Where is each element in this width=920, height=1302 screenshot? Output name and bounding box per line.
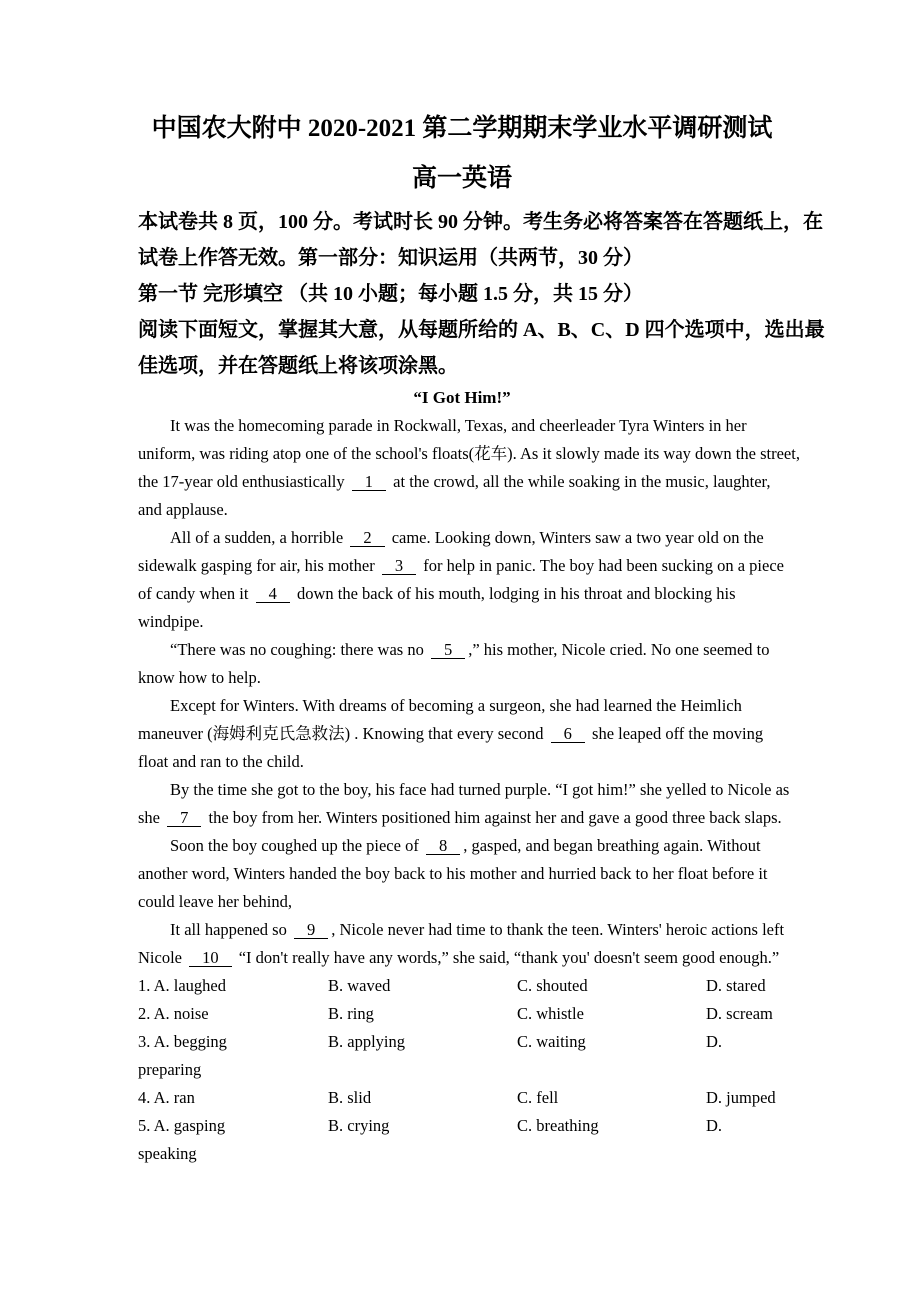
option-2d: D. scream: [706, 1004, 773, 1023]
option-4c: C. fell: [517, 1088, 559, 1107]
answer-options: [138, 972, 786, 1168]
passage-line: of candy when it 4 down the back of his mouth, lodging in his throat and blocking his: [138, 584, 736, 603]
cloze-blank-5: 5: [431, 641, 465, 659]
option-3b: B. applying: [328, 1032, 405, 1051]
passage-line: the 17-year old enthusiastically 1 at the crowd, all the while soaking in the music, laughter,: [138, 472, 771, 491]
document-content: [138, 112, 825, 1168]
instruction-line-5: 佳选项，并在答题纸上将该项涂黑。: [138, 355, 458, 377]
document-title: 中国农大附中 2020-2021 第二学期期末学业水平调研测试: [151, 115, 773, 142]
option-1c: C. shouted: [517, 976, 588, 995]
option-2c: C. whistle: [517, 1004, 584, 1023]
option-5d: D.: [706, 1116, 723, 1135]
passage-line: Except for Winters. With dreams of becoming a surgeon, she had learned the Heimlich: [170, 696, 742, 715]
cloze-blank-8: 8: [426, 837, 460, 855]
passage-line: It was the homecoming parade in Rockwall, Texas, and cheerleader Tyra Winters in her: [170, 416, 747, 435]
option-3a: 3. A. begging: [138, 1032, 227, 1051]
passage-line: float and ran to the child.: [138, 752, 304, 771]
options-row-2: [138, 1000, 786, 1028]
options-row-4: [138, 1084, 786, 1112]
passage-line: know how to help.: [138, 668, 261, 687]
passage-line: another word, Winters handed the boy back to his mother and hurried back to her float before it: [138, 864, 768, 883]
cloze-blank-6: 6: [551, 725, 585, 743]
instruction-line-2: 试卷上作答无效。第一部分：知识运用（共两节，30 分）: [138, 247, 643, 269]
passage-line: It all happened so 9 , Nicole never had time to thank the teen. Winters' heroic actions left: [170, 920, 785, 939]
passage-title: “I Got Him!”: [413, 388, 511, 407]
option-3d-wrap-line: preparing: [138, 1060, 202, 1079]
cloze-blank-4: 4: [256, 585, 290, 603]
option-1d: D. stared: [706, 976, 766, 995]
passage-line: could leave her behind,: [138, 892, 292, 911]
options-row-3: [138, 1028, 786, 1056]
option-3c: C. waiting: [517, 1032, 586, 1051]
options-row-5: [138, 1112, 786, 1140]
option-1a: 1. A. laughed: [138, 976, 226, 995]
option-5d-wrap-line: speaking: [138, 1144, 197, 1163]
passage-line: uniform, was riding atop one of the school's floats(花车). As it slowly made its way down the street,: [138, 444, 800, 463]
option-4a: 4. A. ran: [138, 1088, 195, 1107]
cloze-passage: [138, 412, 800, 972]
option-4b: B. slid: [328, 1088, 372, 1107]
cloze-blank-9: 9: [294, 921, 328, 939]
passage-line: and applause.: [138, 500, 228, 519]
option-5b: B. crying: [328, 1116, 390, 1135]
cloze-blank-3: 3: [382, 557, 416, 575]
passage-line: windpipe.: [138, 612, 204, 631]
exam-instructions: [138, 204, 825, 384]
option-5c: C. breathing: [517, 1116, 599, 1135]
instruction-line-3: 第一节 完形填空 （共 10 小题；每小题 1.5 分，共 15 分）: [138, 283, 643, 305]
passage-line: Nicole 10 “I don't really have any words,” she said, “thank you' doesn't seem good enough.”: [138, 948, 780, 967]
instruction-line-4: 阅读下面短文，掌握其大意，从每题所给的 A、B、C、D 四个选项中，选出最: [138, 319, 825, 341]
cloze-blank-10: 10: [189, 949, 232, 967]
option-1b: B. waved: [328, 976, 391, 995]
instruction-line-1: 本试卷共 8 页，100 分。考试时长 90 分钟。考生务必将答案答在答题纸上，在: [138, 211, 823, 233]
passage-line: sidewalk gasping for air, his mother 3 for help in panic. The boy had been sucking on a piece: [138, 556, 784, 575]
document-subtitle: 高一英语: [411, 165, 512, 192]
passage-line: she 7 the boy from her. Winters positioned him against her and gave a good three back slaps.: [138, 808, 782, 827]
option-3d: D.: [706, 1032, 723, 1051]
option-2b: B. ring: [328, 1004, 374, 1023]
option-4d: D. jumped: [706, 1088, 776, 1107]
passage-line: maneuver (海姆利克氏急救法) . Knowing that every second 6 she leaped off the moving: [138, 724, 764, 743]
option-5a: 5. A. gasping: [138, 1116, 226, 1135]
passage-line: Soon the boy coughed up the piece of 8 , gasped, and began breathing again. Without: [170, 836, 761, 855]
passage-line: By the time she got to the boy, his face had turned purple. “I got him!” she yelled to Nicole as: [170, 780, 790, 799]
options-row-1: [138, 972, 786, 1000]
passage-line: “There was no coughing: there was no 5 ,” his mother, Nicole cried. No one seemed to: [170, 640, 770, 659]
cloze-blank-1: 1: [352, 473, 386, 491]
cloze-blank-2: 2: [350, 529, 384, 547]
option-2a: 2. A. noise: [138, 1004, 209, 1023]
passage-line: All of a sudden, a horrible 2 came. Looking down, Winters saw a two year old on the: [170, 528, 764, 547]
cloze-blank-7: 7: [167, 809, 201, 827]
